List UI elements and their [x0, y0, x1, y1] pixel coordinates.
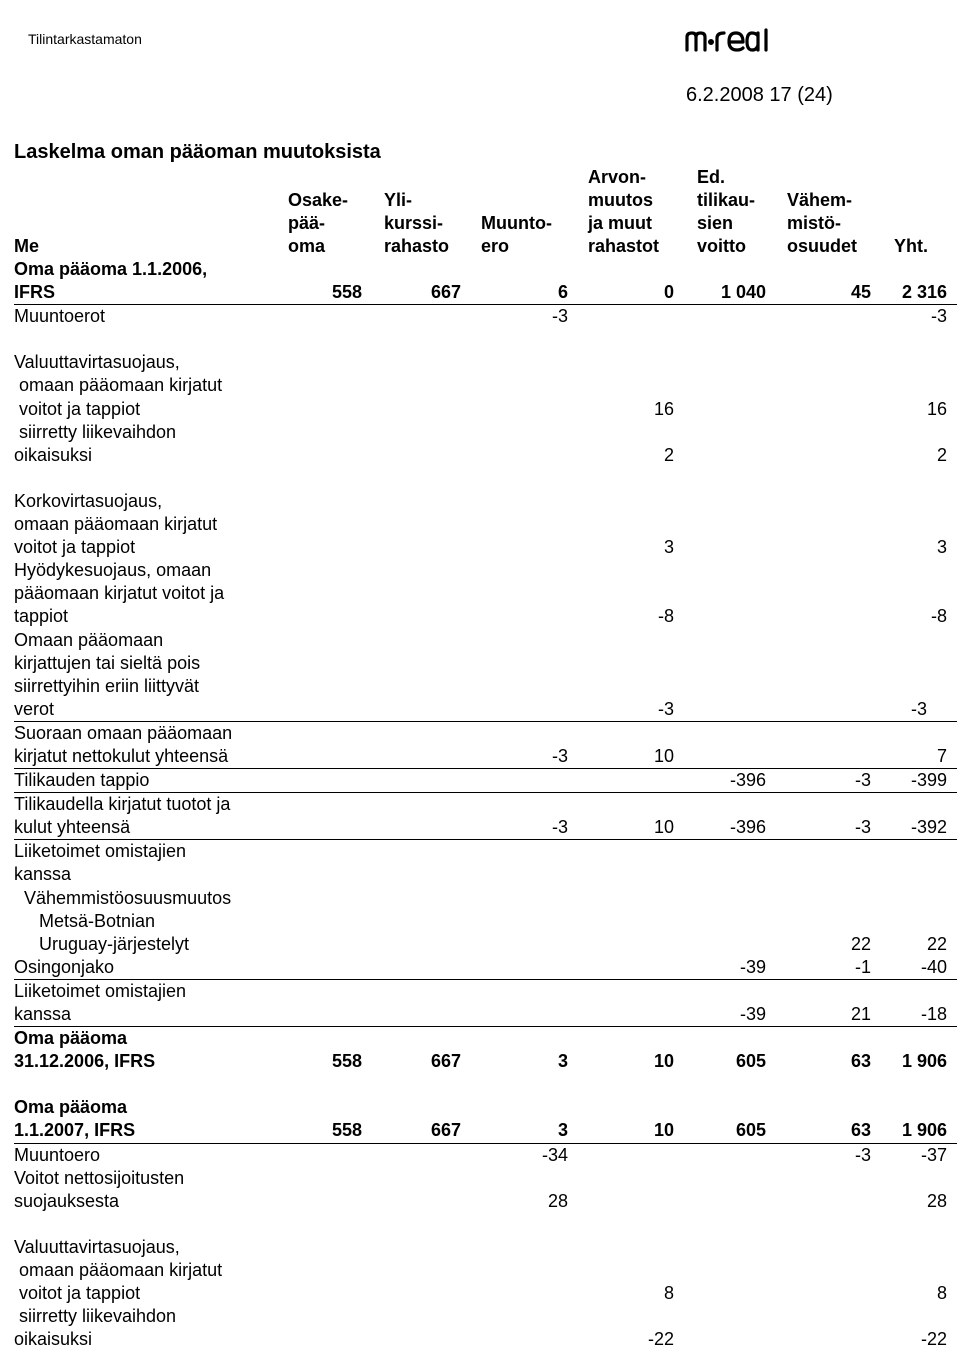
table-row [14, 1143, 957, 1167]
row-label-line: Oma pääoma [14, 1097, 128, 1118]
row-label [14, 1096, 314, 1142]
table-row [14, 351, 957, 420]
row-label [14, 258, 314, 304]
row-label [14, 559, 314, 628]
cell-arvonmuutos: 10 [653, 817, 674, 838]
cell-yhteensa: 3 [936, 537, 947, 558]
row-label-line: omaan pääomaan kirjatut [14, 1260, 223, 1281]
company-logo [684, 28, 796, 59]
column-header-ylikurssirahasto: Yli- kurssi- rahasto [384, 190, 450, 256]
cell-vahemmistoosuudet: -1 [854, 956, 871, 977]
row-label-line: Liiketoimet omistajien [14, 980, 187, 1001]
table-row [14, 1305, 957, 1351]
cell-ed-tilikausien-voitto: -396 [729, 770, 766, 791]
table-row [14, 979, 957, 1026]
cell-osakepaaoma: 558 [331, 1051, 362, 1072]
row-label [14, 1167, 314, 1213]
cell-yhteensa: -8 [930, 606, 947, 627]
cell-yhteensa: -18 [920, 1004, 947, 1024]
table-row [14, 1167, 957, 1213]
column-header-me: Me [14, 236, 40, 256]
cell-yhteensa: 7 [936, 745, 947, 766]
cell-yhteensa: -392 [910, 817, 947, 838]
cell-ed-tilikausien-voitto: -396 [729, 817, 766, 838]
row-label-line: kulut yhteensä [14, 817, 131, 838]
row-label [14, 1027, 314, 1073]
cell-arvonmuutos: -3 [657, 698, 674, 719]
row-label-line: Liiketoimet omistajien [14, 841, 187, 862]
equity-statement-table [14, 258, 957, 1351]
row-label-line: IFRS [14, 282, 56, 303]
cell-arvonmuutos: 10 [653, 1120, 674, 1141]
row-label-line: Tilikaudella kirjatut tuotot ja [14, 794, 231, 815]
row-label [14, 629, 314, 721]
date-page-number: 6.2.2008 17 (24) [686, 84, 833, 106]
cell-muuntoero: 3 [557, 1051, 568, 1072]
row-label [14, 980, 314, 1026]
cell-ylikurssirahasto: 667 [430, 1120, 461, 1141]
cell-yhteensa: 28 [926, 1190, 947, 1211]
row-label-line: Uruguay-järjestelyt [14, 933, 190, 954]
cell-yhteensa: -3 [930, 306, 947, 327]
table-row [14, 304, 957, 328]
row-label [14, 793, 314, 839]
row-label-line: siirretty liikevaihdon [14, 1306, 177, 1327]
cell-yhteensa: 1 906 [901, 1120, 947, 1141]
column-header-yht: Yht. [894, 236, 928, 256]
cell-yhteensa: 8 [936, 1283, 947, 1304]
m-real-logo-icon [684, 28, 796, 54]
row-label [14, 1305, 314, 1351]
cell-muuntoero: 6 [557, 282, 568, 303]
cell-yhteensa: -3 [910, 698, 927, 719]
row-label-line: Muuntoero [14, 1144, 101, 1165]
table-row [14, 768, 957, 792]
cell-osakepaaoma: 558 [331, 282, 362, 303]
table-row [14, 421, 957, 467]
document-status: Tilintarkastamaton [28, 31, 142, 47]
cell-vahemmistoosuudet: -3 [854, 1144, 871, 1165]
cell-arvonmuutos: 10 [653, 745, 674, 766]
row-label-line: 31.12.2006, IFRS [14, 1051, 156, 1072]
table-row [14, 1236, 957, 1305]
row-label-line: voitot ja tappiot [14, 398, 141, 419]
row-label-line: Osingonjako [14, 956, 115, 977]
row-label-line: Omaan pääomaan [14, 629, 164, 650]
cell-arvonmuutos: 16 [653, 398, 674, 419]
row-label-line: pääomaan kirjatut voitot ja [14, 583, 225, 604]
spacer [14, 467, 957, 490]
cell-arvonmuutos: 3 [663, 537, 674, 558]
spacer [14, 328, 957, 351]
row-label-line: kanssa [14, 864, 72, 885]
cell-vahemmistoosuudet: 63 [850, 1120, 871, 1141]
cell-ed-tilikausien-voitto: 605 [735, 1120, 766, 1141]
row-label-line: suojauksesta [14, 1190, 120, 1211]
row-label-line: voitot ja tappiot [14, 1283, 141, 1304]
row-label [14, 1144, 314, 1167]
cell-yhteensa: 22 [926, 933, 947, 954]
row-label-line: tappiot [14, 606, 69, 627]
row-label-line: Voitot nettosijoitusten [14, 1167, 185, 1188]
row-label-line: Oma pääoma 1.1.2006, [14, 259, 208, 279]
cell-ed-tilikausien-voitto: -39 [739, 956, 766, 977]
column-header-arvonmuutos: Arvon- muutos ja muut rahastot [588, 167, 660, 256]
row-label-line: Oma pääoma [14, 1028, 128, 1049]
table-row [14, 792, 957, 839]
row-label-line: Tilikauden tappio [14, 770, 150, 791]
cell-ed-tilikausien-voitto: 1 040 [720, 282, 766, 303]
row-label [14, 956, 314, 979]
table-row [14, 721, 957, 768]
cell-vahemmistoosuudet: -3 [854, 770, 871, 791]
table-row [14, 1026, 957, 1073]
row-label-line: siirretty liikevaihdon [14, 421, 177, 442]
spacer [14, 1213, 957, 1236]
column-header-osake: Osake- pää- oma [288, 190, 349, 256]
cell-yhteensa: -40 [920, 956, 947, 977]
cell-arvonmuutos: 8 [663, 1283, 674, 1304]
row-label-line: oikaisuksi [14, 444, 93, 465]
page-title: Laskelma oman pääoman muutoksista [14, 141, 381, 163]
table-row [14, 1096, 957, 1142]
row-label-line: kanssa [14, 1004, 72, 1024]
cell-yhteensa: -22 [920, 1329, 947, 1350]
cell-muuntoero: -34 [541, 1144, 568, 1165]
row-label-line: Valuuttavirtasuojaus, [14, 1236, 180, 1257]
row-label [14, 490, 314, 559]
row-label-line: kirjatut nettokulut yhteensä [14, 745, 229, 766]
cell-arvonmuutos: -8 [657, 606, 674, 627]
cell-yhteensa: 1 906 [901, 1051, 947, 1072]
cell-yhteensa: -37 [920, 1144, 947, 1165]
cell-arvonmuutos: 10 [653, 1051, 674, 1072]
cell-vahemmistoosuudet: 21 [850, 1004, 871, 1024]
row-label [14, 840, 314, 955]
row-label [14, 305, 314, 328]
row-label-line: omaan pääomaan kirjatut [14, 375, 223, 396]
row-label-line: Suoraan omaan pääomaan [14, 722, 233, 743]
cell-muuntoero: -3 [551, 306, 568, 327]
table-row [14, 839, 957, 955]
cell-yhteensa: 16 [926, 398, 947, 419]
row-label-line: 1.1.2007, IFRS [14, 1120, 136, 1141]
row-label-line: omaan pääomaan kirjatut [14, 514, 218, 535]
row-label [14, 1236, 314, 1305]
table-row [14, 559, 957, 628]
cell-yhteensa: 2 316 [901, 282, 947, 303]
row-label-line: Metsä-Botnian [14, 910, 156, 931]
table-row [14, 258, 957, 304]
table-row [14, 629, 957, 721]
cell-muuntoero: 28 [547, 1190, 568, 1211]
cell-vahemmistoosuudet: 45 [850, 282, 871, 303]
spacer [14, 1073, 957, 1096]
cell-arvonmuutos: -22 [647, 1329, 674, 1350]
row-label-line: siirrettyihin eriin liittyvät [14, 675, 200, 696]
cell-yhteensa: 2 [936, 444, 947, 465]
cell-ed-tilikausien-voitto: -39 [739, 1004, 766, 1024]
cell-ylikurssirahasto: 667 [430, 1051, 461, 1072]
cell-osakepaaoma: 558 [331, 1120, 362, 1141]
row-label-line: Valuuttavirtasuojaus, [14, 352, 180, 373]
row-label-line: Vähemmistöosuusmuutos [14, 887, 232, 908]
cell-arvonmuutos: 2 [663, 444, 674, 465]
row-label-line: voitot ja tappiot [14, 537, 136, 558]
cell-ed-tilikausien-voitto: 605 [735, 1051, 766, 1072]
row-label [14, 769, 314, 792]
column-header-ed-tilikausien-voitto: Ed. tilikau- sien voitto [697, 167, 756, 256]
row-label-line: Hyödykesuojaus, omaan [14, 560, 212, 581]
row-label-line: verot [14, 698, 55, 719]
cell-vahemmistoosuudet: 22 [850, 933, 871, 954]
table-row [14, 490, 957, 559]
row-label [14, 722, 314, 768]
cell-vahemmistoosuudet: 63 [850, 1051, 871, 1072]
column-header-muuntoero: Muunto- ero [481, 213, 552, 256]
cell-muuntoero: 3 [557, 1120, 568, 1141]
cell-yhteensa: -399 [910, 770, 947, 791]
row-label-line: oikaisuksi [14, 1329, 93, 1350]
table-row [14, 956, 957, 979]
row-label-line: Muuntoerot [14, 306, 106, 327]
row-label-line: Korkovirtasuojaus, [14, 490, 163, 511]
row-label-line: kirjattujen tai sieltä pois [14, 652, 201, 673]
cell-muuntoero: -3 [551, 745, 568, 766]
cell-vahemmistoosuudet: -3 [854, 817, 871, 838]
cell-muuntoero: -3 [551, 817, 568, 838]
row-label [14, 421, 314, 467]
column-header-vahemmistoosuudet: Vähem- mistö- osuudet [787, 190, 857, 256]
cell-ylikurssirahasto: 667 [430, 282, 461, 303]
row-label [14, 351, 314, 420]
cell-arvonmuutos: 0 [663, 282, 674, 303]
